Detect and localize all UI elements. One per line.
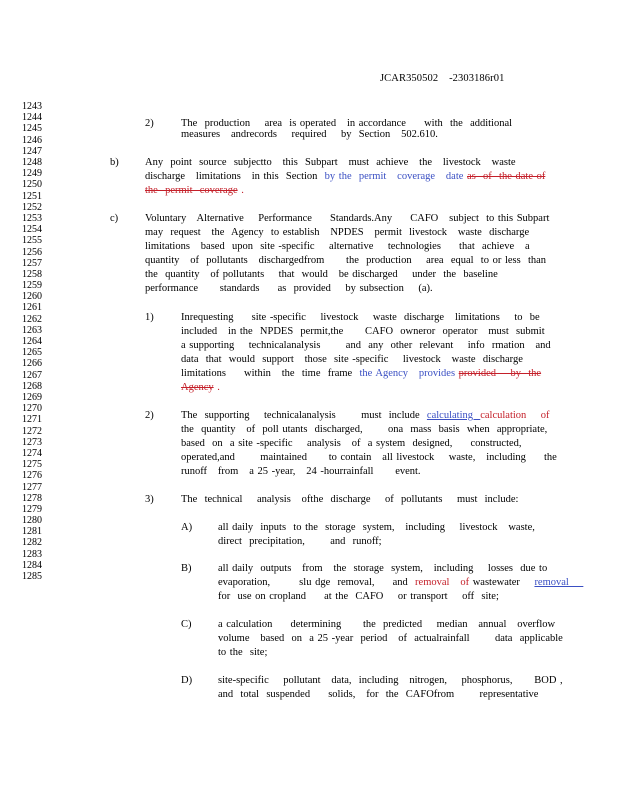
line-number: 1282	[22, 537, 42, 549]
line-number: 1261	[22, 302, 42, 314]
item-label-D: D)	[181, 675, 193, 686]
item-label-1: 1)	[145, 312, 154, 323]
line-number: 1267	[22, 369, 42, 381]
plain-text: limitations within the time frame	[181, 368, 360, 379]
line-number: 1243	[22, 101, 42, 112]
item-label-b: b)	[110, 157, 119, 168]
deleted-text: Agency	[181, 382, 214, 393]
text-line: The technical analysis ofthe discharge of pollutants must include:	[181, 494, 519, 505]
plain-text: discharge limitations in this Section	[145, 171, 325, 182]
text-line: and total suspended solids, for the CAFOfrom representative	[218, 689, 539, 700]
inserted-text: by the permit coverage date	[324, 171, 468, 182]
line-number: 1245	[22, 123, 42, 135]
plain-text: wastewater	[469, 577, 535, 588]
line-number: 1244	[22, 112, 42, 124]
line-number: 1259	[22, 280, 42, 291]
text-line: the quantity of poll utants discharged, ona mass basis when appropriate,	[181, 424, 548, 435]
line-number: 1247	[22, 145, 42, 157]
text-line-with-edits	[181, 382, 220, 393]
text-line: all daily outputs from the storage system, including losses due to	[218, 563, 548, 574]
inserted-text: the Agency provides	[359, 368, 459, 379]
line-number: 1274	[22, 447, 42, 459]
line-number: 1276	[22, 470, 42, 482]
line-number: 1264	[22, 336, 42, 347]
text-line: Inrequesting site -specific livestock waste discharge limitations to be	[181, 312, 540, 323]
text-line-with-edits	[145, 171, 545, 182]
line-number: 1268	[22, 380, 42, 392]
line-number: 1280	[22, 515, 42, 526]
line-number: 1260	[22, 291, 42, 303]
text-line: limitations based upon site -specific alternative technologies that achieve a	[145, 241, 530, 252]
red-text: of	[526, 410, 550, 421]
line-number: 1285	[22, 571, 42, 582]
line-number: 1271	[22, 414, 42, 426]
text-line: to the site;	[218, 647, 268, 658]
line-number: 1265	[22, 347, 42, 359]
plain-text: evaporation, slu dge removal, and	[218, 577, 416, 588]
line-number: 1255	[22, 235, 42, 247]
line-number: 1270	[22, 403, 42, 415]
item-label-c: c)	[110, 213, 119, 224]
deleted-text: .	[213, 382, 220, 393]
line-number: 1281	[22, 526, 42, 538]
text-line-with-edits	[181, 368, 541, 379]
text-line: performance standards as provided by subsection (a).	[145, 283, 433, 294]
item-label-B: B)	[181, 563, 192, 574]
deleted-text: as of the date of	[467, 171, 546, 182]
line-number: 1256	[22, 246, 42, 258]
text-line: Any point source subjectto this Subpart must achieve the livestock waste	[145, 157, 516, 168]
text-line: based on a site -specific analysis of a system designed, constructed,	[181, 438, 522, 449]
item-label-A: A)	[181, 522, 193, 533]
deleted-text: calculation	[480, 410, 527, 421]
text-line: Voluntary Alternative Performance Standards.Any CAFO subject to this Subpart	[145, 213, 550, 224]
line-number: 1253	[22, 212, 42, 224]
inserted-text: calculating	[426, 410, 481, 421]
text-line: runoff from a 25 -year, 24 -hourrainfall event.	[181, 466, 421, 477]
line-number: 1272	[22, 425, 42, 437]
text-line: the quantity of pollutants that would be discharged under the baseline	[145, 269, 498, 280]
text-line: operated,and maintained to contain all livestock waste, including the	[181, 452, 557, 463]
line-number: 1266	[22, 358, 42, 370]
line-number: 1284	[22, 559, 42, 571]
line-number: 1249	[22, 168, 42, 180]
item-label-C: C)	[181, 619, 192, 630]
line-number: 1252	[22, 201, 42, 213]
line-number: 1275	[22, 459, 42, 471]
text-line: a supporting technicalanalysis and any other relevant info rmation and	[181, 340, 551, 351]
deleted-text: provided by the	[458, 368, 542, 379]
text-line: The production area is operated in accordance with the additional	[181, 118, 513, 129]
line-number: 1273	[22, 436, 42, 448]
text-line: a calculation determining the predicted median annual overflow	[218, 619, 556, 630]
text-line: site-specific pollutant data, including nitrogen, phosphorus, BOD ,	[218, 675, 563, 686]
text-line: may request the Agency to establish NPDES permit livestock waste discharge	[145, 227, 530, 238]
item-label-3: 3)	[145, 494, 154, 505]
line-number: 1279	[22, 503, 42, 515]
text-line-with-edits	[181, 410, 550, 421]
line-number: 1254	[22, 224, 42, 236]
text-line: direct precipitation, and runoff;	[218, 536, 382, 547]
text-line: quantity of pollutants dischargedfrom the production area equal to or less than	[145, 255, 547, 266]
red-text: removal of	[415, 577, 470, 588]
item-label-2: 2)	[145, 118, 154, 129]
text-line: measures andrecords required by Section 502.610.	[181, 129, 438, 140]
line-number: 1263	[22, 324, 42, 336]
line-number: 1269	[22, 391, 42, 403]
text-line-with-edits	[218, 577, 583, 588]
document-header-id: JCAR350502 -2303186r01	[380, 73, 505, 84]
text-line: data that would support those site -specific livestock waste discharge	[181, 354, 523, 365]
line-number: 1283	[22, 548, 42, 560]
line-number: 1278	[22, 492, 42, 504]
line-number: 1246	[22, 134, 42, 146]
line-number: 1262	[22, 313, 42, 325]
deleted-text: the permit coverage	[145, 185, 238, 196]
line-number: 1258	[22, 268, 42, 280]
text-line: volume based on a 25 -year period of actualrainfall data applicable	[218, 633, 563, 644]
deleted-text: .	[237, 185, 244, 196]
line-number: 1248	[22, 156, 42, 168]
text-line: all daily inputs to the storage system, including livestock waste,	[218, 522, 535, 533]
line-number: 1257	[22, 257, 42, 269]
inserted-text: removal	[534, 577, 584, 588]
text-line: included in the NPDES permit,the CAFO owneror operator must submit	[181, 326, 545, 337]
text-line: for use on cropland at the CAFO or transport off site;	[218, 591, 499, 602]
text-line-with-edits	[145, 185, 244, 196]
plain-text: The supporting technicalanalysis must include	[181, 410, 427, 421]
line-number: 1251	[22, 190, 42, 202]
item-label-2: 2)	[145, 410, 154, 421]
line-number: 1277	[22, 481, 42, 493]
line-number: 1250	[22, 179, 42, 191]
